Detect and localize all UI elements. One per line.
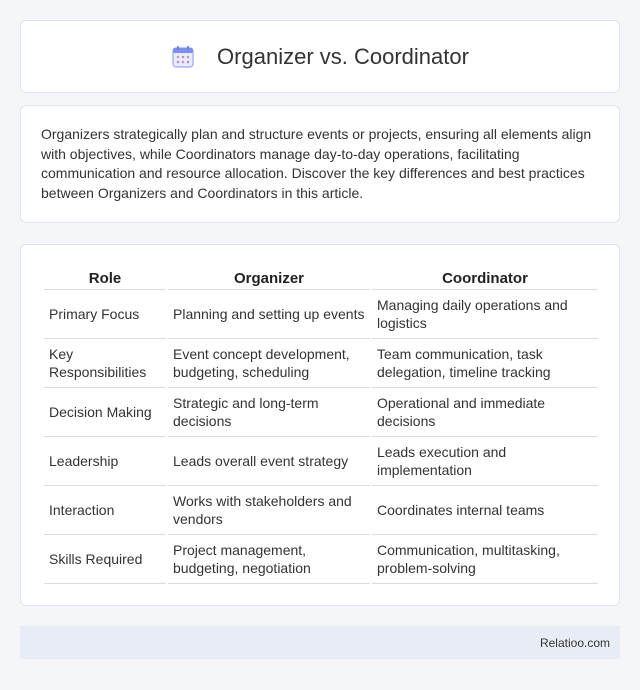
organizer-cell: Event concept development, budgeting, scheduling bbox=[168, 339, 370, 388]
row-label: Primary Focus bbox=[44, 290, 166, 339]
comparison-card bbox=[20, 244, 620, 606]
organizer-cell: Leads overall event strategy bbox=[168, 437, 370, 486]
table-row bbox=[44, 290, 598, 339]
comparison-table bbox=[42, 265, 600, 584]
table-row bbox=[44, 535, 598, 584]
coordinator-cell: Coordinates internal teams bbox=[372, 486, 598, 535]
title-card bbox=[20, 20, 620, 93]
table-row bbox=[44, 388, 598, 437]
row-label: Key Responsibilities bbox=[44, 339, 166, 388]
table-header-row bbox=[44, 265, 598, 290]
row-label: Leadership bbox=[44, 437, 166, 486]
table-row bbox=[44, 339, 598, 388]
intro-paragraph: Organizers strategically plan and structure events or projects, ensuring all elements align with objectives, while Coordinators manage day-to-day operations, facilitating communication and resource allocation. Discover the key differences and best practices between Organizers and Coordinators in this article. bbox=[41, 126, 592, 201]
footer-site-name: Relatioo.com bbox=[539, 635, 610, 650]
coordinator-cell: Operational and immediate decisions bbox=[372, 388, 598, 437]
header-coordinator: Coordinator bbox=[372, 265, 598, 290]
coordinator-cell: Team communication, task delegation, timeline tracking bbox=[372, 339, 598, 388]
row-label: Interaction bbox=[44, 486, 166, 535]
intro-card bbox=[20, 105, 620, 223]
organizer-cell: Project management, budgeting, negotiation bbox=[168, 535, 370, 584]
row-label: Decision Making bbox=[44, 388, 166, 437]
table-row bbox=[44, 486, 598, 535]
organizer-cell: Works with stakeholders and vendors bbox=[168, 486, 370, 535]
organizer-cell: Planning and setting up events bbox=[168, 290, 370, 339]
table-row bbox=[44, 437, 598, 486]
coordinator-cell: Managing daily operations and logistics bbox=[372, 290, 598, 339]
organizer-cell: Strategic and long-term decisions bbox=[168, 388, 370, 437]
footer bbox=[20, 626, 620, 659]
header-organizer: Organizer bbox=[168, 265, 370, 290]
header-role: Role bbox=[44, 265, 166, 290]
coordinator-cell: Leads execution and implementation bbox=[372, 437, 598, 486]
coordinator-cell: Communication, multitasking, problem-solving bbox=[372, 535, 598, 584]
page-title: Organizer vs. Coordinator bbox=[217, 43, 469, 69]
row-label: Skills Required bbox=[44, 535, 166, 584]
calendar-icon bbox=[171, 45, 195, 69]
